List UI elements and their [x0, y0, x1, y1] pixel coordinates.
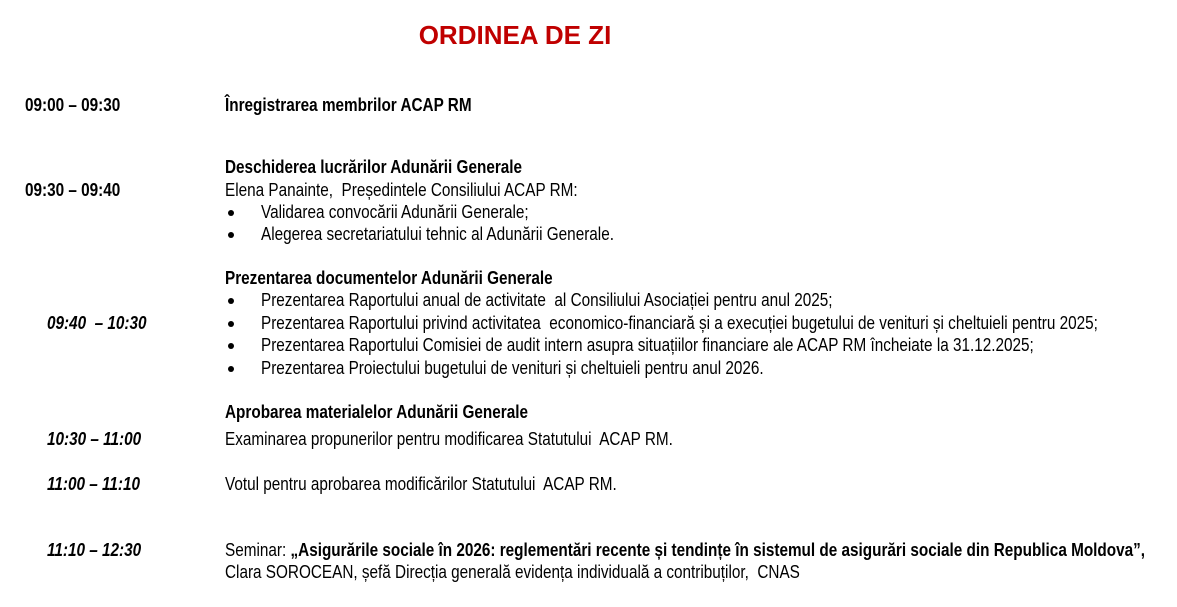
bullet-text: Alegerea secretariatului tehnic al Adunării Generale. — [261, 224, 614, 244]
bullet-icon — [228, 232, 234, 238]
seminar-topic: „Asigurările sociale în 2026: reglementări recente și tendințe în sistemul de asigurări sociale din Republica Moldova”, — [290, 540, 1146, 560]
bullet-icon — [228, 343, 234, 349]
agenda-time: 10:30 – 11:00 — [47, 429, 142, 449]
bullet-text: Prezentarea Raportului privind activitatea economico-financiară și a execuției bugetului de venituri și cheltuieli pentru 2025; — [261, 313, 1098, 333]
agenda-item-title: Deschiderea lucrărilor Adunării Generale — [225, 157, 523, 177]
bullet-icon — [228, 366, 234, 372]
bullet-icon — [228, 210, 234, 216]
bullet-text: Prezentarea Proiectului bugetului de venituri și cheltuieli pentru anul 2026. — [261, 358, 764, 378]
agenda-item-title: Înregistrarea membrilor ACAP RM — [225, 95, 472, 115]
speaker-line: Elena Panainte, Președintele Consiliului ACAP RM: — [225, 180, 578, 200]
agenda-item-title: Prezentarea documentelor Adunării Generale — [225, 268, 553, 288]
agenda-item-text: Examinarea propunerilor pentru modificarea Statutului ACAP RM. — [225, 429, 673, 449]
bullet-text: Validarea convocării Adunării Generale; — [261, 202, 529, 222]
bullet-text: Prezentarea Raportului anual de activitate al Consiliului Asociației pentru anul 2025; — [261, 290, 833, 310]
agenda-time: 11:00 – 11:10 — [47, 474, 141, 494]
seminar-speaker: Clara SOROCEAN, șefă Direcția generală evidența individuală a contribuților, CNAS — [225, 562, 800, 582]
agenda-item-text: Votul pentru aprobarea modificărilor Statutului ACAP RM. — [225, 474, 617, 494]
agenda-time: 09:00 – 09:30 — [25, 95, 121, 115]
bullet-icon — [228, 298, 234, 304]
bullet-text: Prezentarea Raportului Comisiei de audit intern asupra situațiilor financiare ale ACAP RM încheiate la 31.12.2025; — [261, 335, 1034, 355]
section-title: Aprobarea materialelor Adunării Generale — [225, 402, 528, 422]
seminar-line — [225, 539, 1145, 561]
agenda-time: 11:10 – 12:30 — [47, 540, 142, 560]
page-title: ORDINEA DE ZI — [418, 20, 612, 50]
agenda-time: 09:30 – 09:40 — [25, 180, 121, 200]
bullet-icon — [228, 321, 234, 327]
agenda-time: 09:40 – 10:30 — [47, 313, 147, 333]
seminar-label: Seminar: — [225, 540, 287, 560]
